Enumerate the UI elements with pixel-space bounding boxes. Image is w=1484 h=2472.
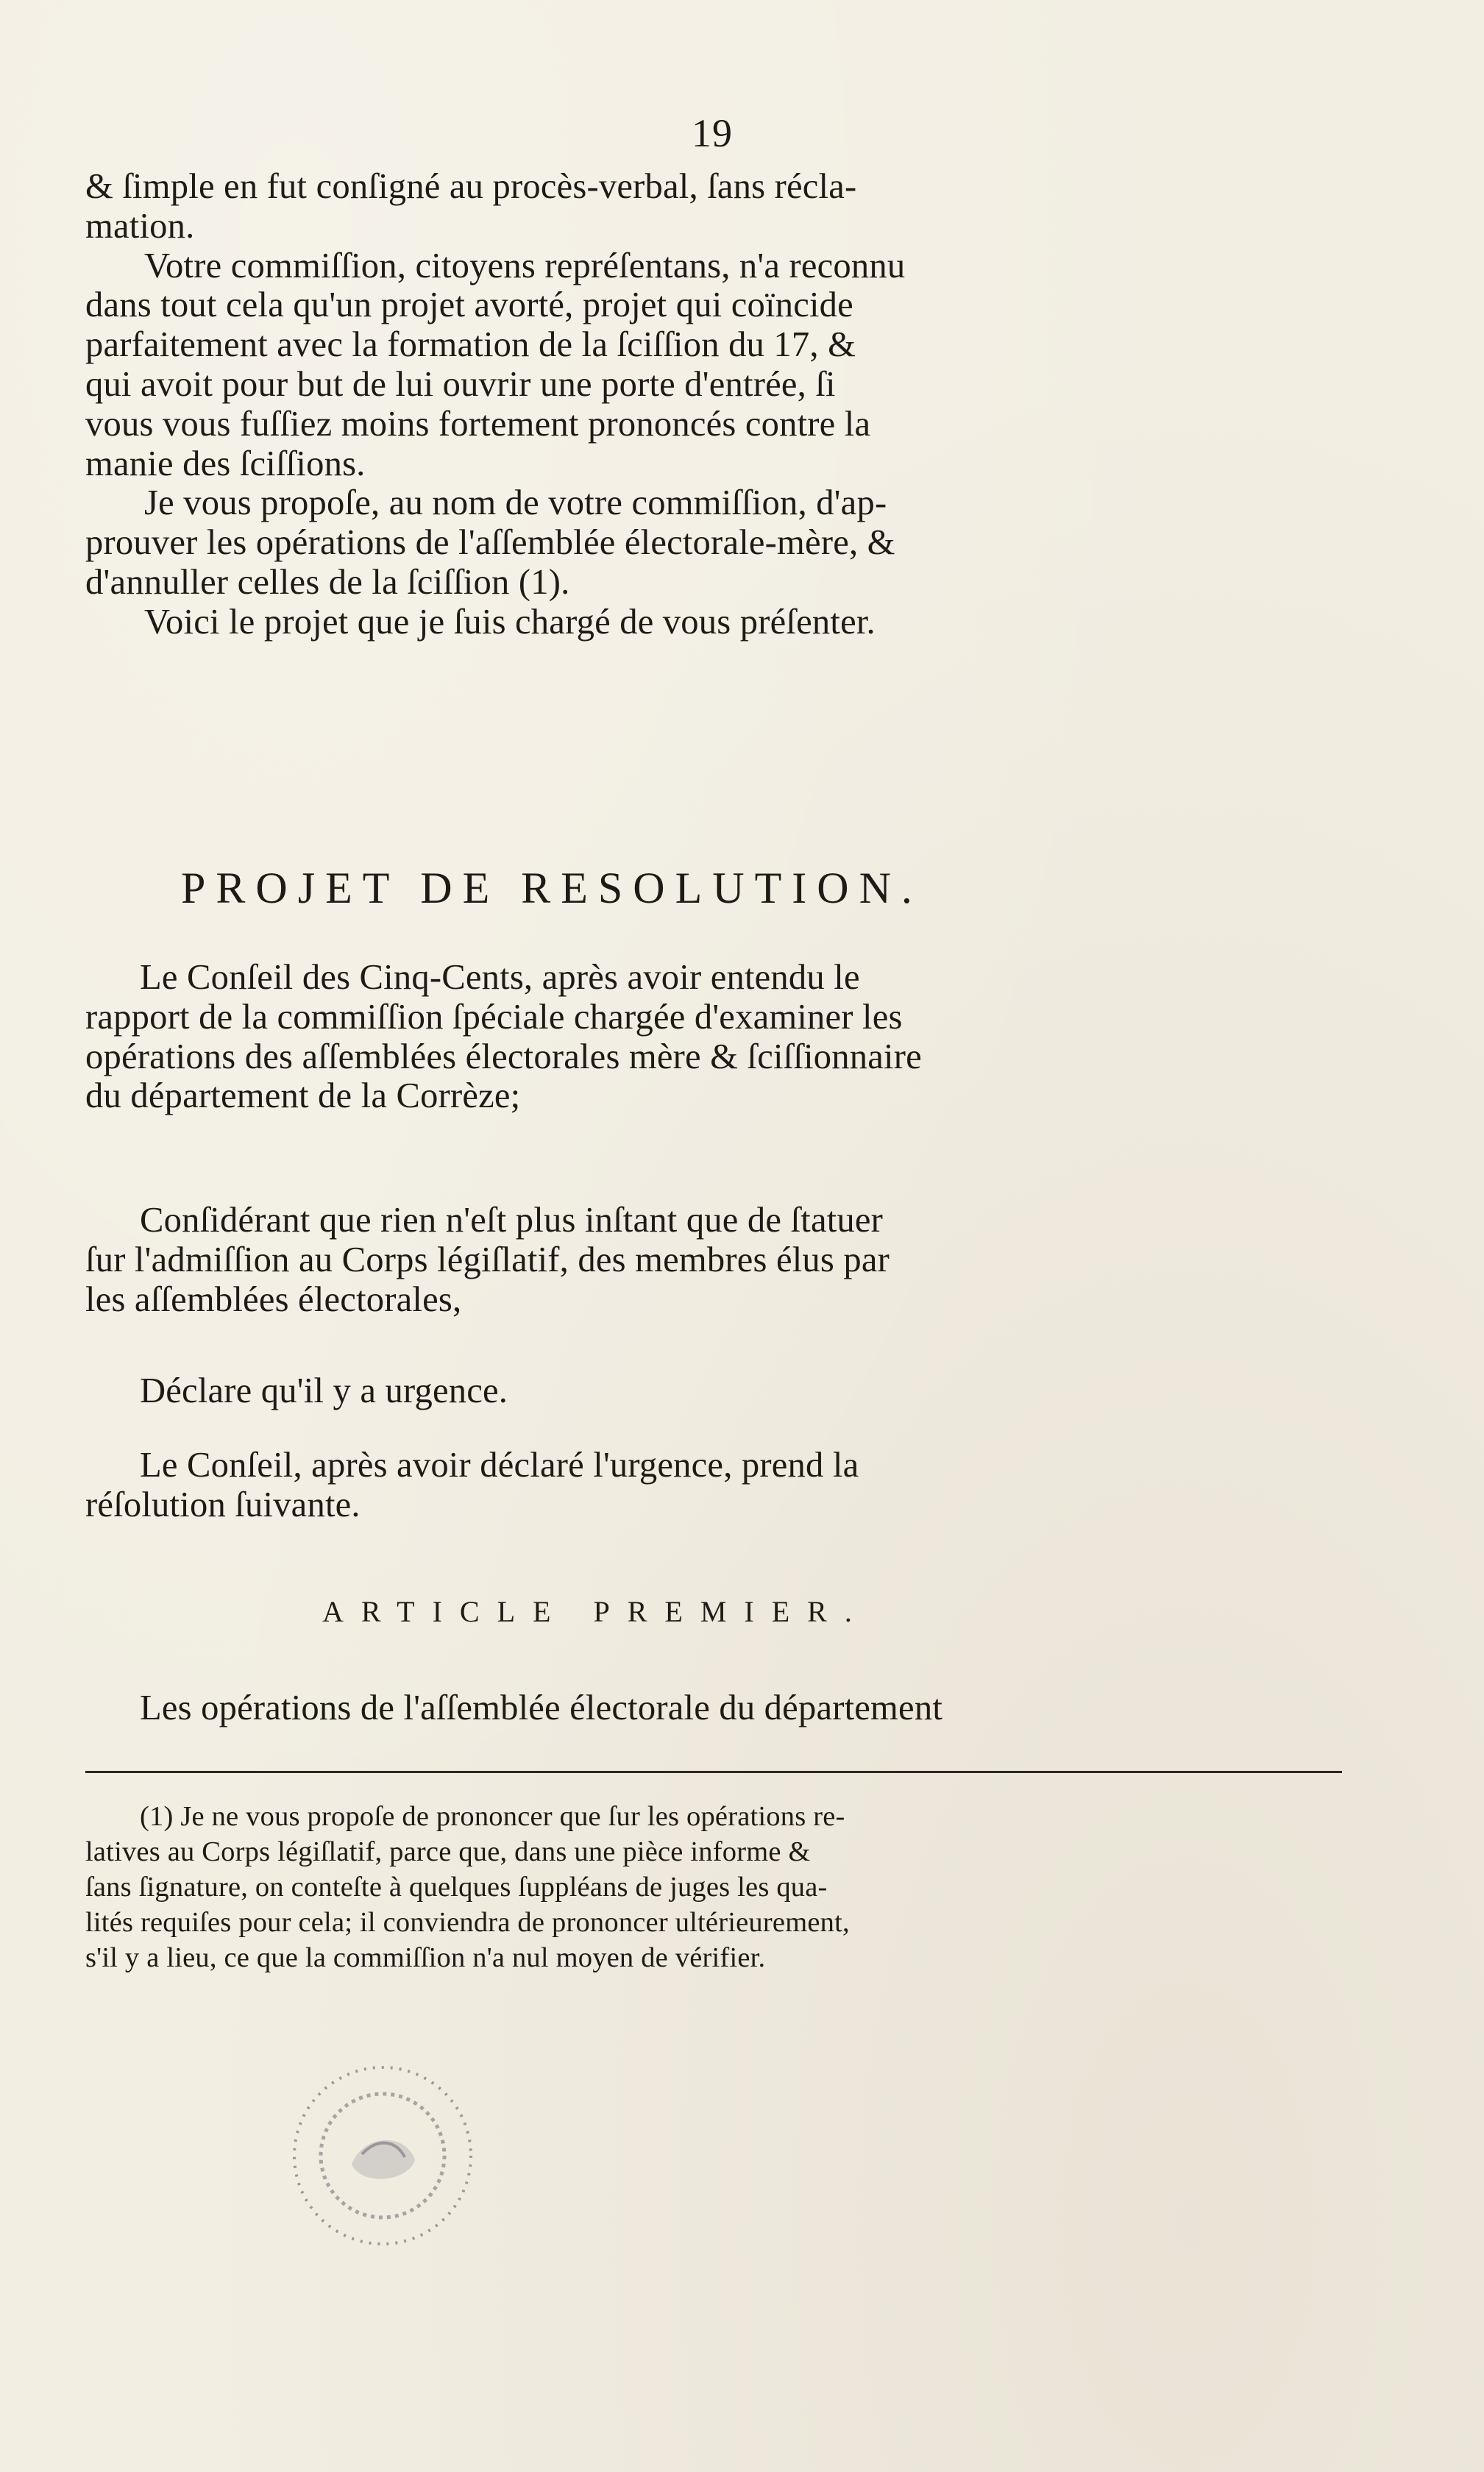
resolution-text-2 xyxy=(85,1201,1342,1319)
resolution-text-3 xyxy=(85,1371,1342,1411)
body-line: Je vous propoſe, au nom de votre commiſſion, d'ap- xyxy=(144,483,887,523)
body-line: Votre commiſſion, citoyens repréſentans, n'a reconnu xyxy=(144,245,906,285)
resolution-line: les aſſemblées électorales, xyxy=(85,1279,462,1319)
resolution-line: du département de la Corrèze; xyxy=(85,1076,521,1116)
footnote-line: s'il y a lieu, ce que la commiſſion n'a nul moyen de vérifier. xyxy=(85,1942,766,1973)
body-line: prouver les opérations de l'aſſemblée électorale-mère, & xyxy=(85,522,895,563)
footnote xyxy=(85,1799,1342,1975)
stamp-center-mark xyxy=(352,2140,415,2179)
resolution-line: ſur l'admiſſion au Corps légiſlatif, des membres élus par xyxy=(85,1239,890,1279)
resolution-line: Déclare qu'il y a urgence. xyxy=(140,1371,508,1410)
body-line: & ſimple en fut conſigné au procès-verbal, ſans récla- xyxy=(85,166,857,206)
body-line: dans tout cela qu'un projet avorté, projet qui coïncide xyxy=(85,285,853,325)
resolution-text-1 xyxy=(85,958,1342,1116)
resolution-line: opérations des aſſemblées électorales mère & ſciſſionnaire xyxy=(85,1036,922,1076)
resolution-line: Le Conſeil, après avoir déclaré l'urgence, prend la xyxy=(140,1445,859,1485)
body-line: parfaitement avec la formation de la ſciſſion du 17, & xyxy=(85,324,856,365)
resolution-line: Conſidérant que rien n'eſt plus inſtant que de ſtatuer xyxy=(140,1200,884,1240)
footnote-line: lités requiſes pour cela; il conviendra de prononcer ultérieurement, xyxy=(85,1907,850,1938)
body-line: mation. xyxy=(85,205,195,246)
resolution-text-4 xyxy=(85,1446,1342,1525)
body-text xyxy=(85,167,1342,642)
body-line: Voici le projet que je ſuis chargé de vous préſenter. xyxy=(144,601,876,642)
article-text xyxy=(85,1688,1342,1728)
body-line: manie des ſciſſions. xyxy=(85,443,366,483)
footnote-separator xyxy=(85,1771,1342,1773)
footnote-line: ſans ſignature, on conteſte à quelques ſuppléans de juges les qua- xyxy=(85,1872,828,1903)
article-line: Les opérations de l'aſſemblée électorale du département xyxy=(140,1688,943,1727)
footnote-line: (1) Je ne vous propoſe de prononcer que ſur les opérations re- xyxy=(140,1801,845,1832)
resolution-heading: PROJET DE RESOLUTION. xyxy=(181,864,923,912)
body-line: vous vous fuſſiez moins fortement prononcés contre la xyxy=(85,403,871,444)
body-line: d'annuller celles de la ſciſſion (1). xyxy=(85,561,570,602)
library-stamp xyxy=(280,2053,486,2259)
resolution-line: rapport de la commiſſion ſpéciale chargée d'examiner les xyxy=(85,996,903,1037)
resolution-line: Le Conſeil des Cinq-Cents, après avoir entendu le xyxy=(140,957,860,997)
article-heading: ARTICLE PREMIER. xyxy=(322,1595,870,1628)
body-line: qui avoit pour but de lui ouvrir une porte d'entrée, ſi xyxy=(85,363,836,404)
resolution-line: réſolution ſuivante. xyxy=(85,1484,361,1524)
footnote-line: latives au Corps légiſlatif, parce que, dans une pièce informe & xyxy=(85,1836,811,1867)
page-number: 19 xyxy=(692,111,733,155)
